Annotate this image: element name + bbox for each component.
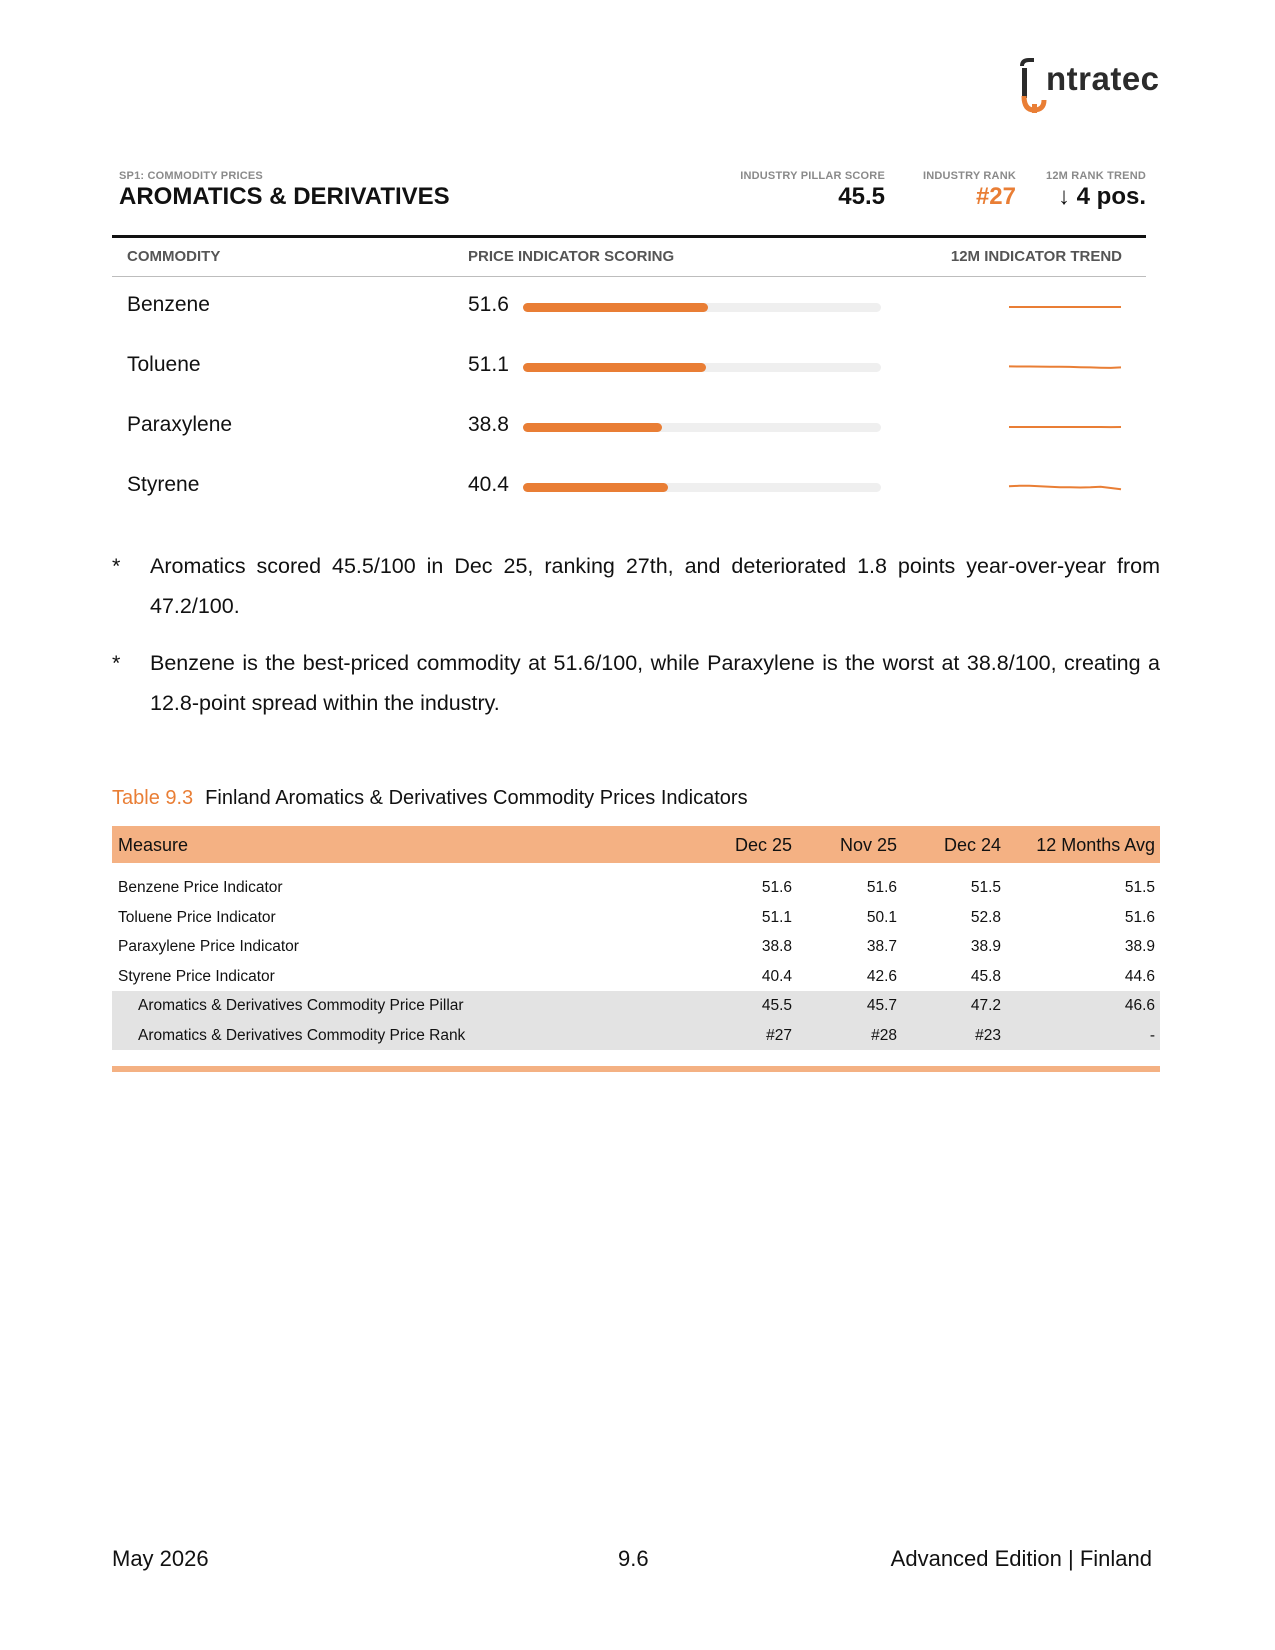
col-header-scoring: PRICE INDICATOR SCORING [468,248,675,265]
section-label: SP1: COMMODITY PRICES [119,170,263,182]
cell-dec24: 52.8 [970,908,1001,926]
table-row [112,962,1160,992]
pillar-score-value: 45.5 [838,183,885,210]
score-bar-fill [523,423,662,432]
cell-12m-avg: 51.6 [1124,908,1155,926]
cell-dec25: 45.5 [761,997,792,1014]
cell-nov25: 50.1 [866,908,897,926]
commodity-row [112,287,1146,327]
cell-dec24: #23 [975,1026,1001,1044]
table-row [112,873,1160,903]
cell-12m-avg: 44.6 [1124,967,1155,985]
commodity-score: 40.4 [468,473,509,496]
cell-dec24: 47.2 [970,997,1001,1014]
indicators-table [112,826,1160,1050]
cell-nov25: 38.7 [866,938,897,955]
commodity-name: Toluene [127,353,201,376]
score-bar-track [523,363,881,372]
bullet-marker: * [112,554,121,578]
cell-nov25: 42.6 [866,967,897,985]
cell-nov25: #28 [871,1026,897,1044]
cell-dec25: 51.6 [761,879,792,896]
row-measure: Aromatics & Derivatives Commodity Price Rank [138,1026,466,1044]
commodity-score: 51.1 [468,353,509,376]
industry-rank-value: #27 [975,183,1016,210]
table-header-row [112,826,1160,863]
footer-edition: Advanced Edition | Finland [890,1546,1152,1571]
row-measure: Aromatics & Derivatives Commodity Price Pillar [138,997,464,1014]
row-measure: Paraxylene Price Indicator [118,938,299,955]
brand-name: ntratec [1046,60,1160,97]
pillar-score-label: INDUSTRY PILLAR SCORE [740,170,885,182]
cell-dec25: 51.1 [761,908,792,926]
rank-trend-value: ↓ 4 pos. [1057,183,1146,210]
column-header-divider [112,276,1146,277]
score-bar-fill [523,303,708,312]
table-header-measure: Measure [118,835,189,855]
cell-dec24: 45.8 [970,967,1001,985]
cell-dec25: #27 [766,1026,792,1044]
score-bar-track [523,303,881,312]
score-bar-fill [523,363,706,372]
trend-line [1009,366,1121,368]
table-header-12m-avg: 12 Months Avg [1036,835,1155,855]
page-title: AROMATICS & DERIVATIVES [119,183,450,210]
cell-12m-avg: 46.6 [1124,997,1155,1014]
cell-dec25: 40.4 [761,967,792,985]
row-measure: Benzene Price Indicator [118,879,283,896]
col-header-trend: 12M INDICATOR TREND [950,248,1122,265]
commodity-name: Paraxylene [127,413,233,436]
cell-12m-avg: 38.9 [1124,938,1155,955]
trend-sparkline [1009,353,1121,381]
commodity-row [112,347,1146,387]
footer-date: May 2026 [112,1546,209,1571]
commodity-row [112,407,1146,447]
row-measure: Toluene Price Indicator [118,908,276,926]
table-caption [112,787,748,810]
trend-sparkline [1009,293,1121,321]
cell-nov25: 51.6 [866,879,897,896]
rank-trend-label: 12M RANK TREND [1046,170,1146,182]
commodity-row [112,467,1146,507]
industry-rank-label: INDUSTRY RANK [922,170,1016,182]
cell-dec24: 51.5 [970,879,1001,896]
score-bar-fill [523,483,668,492]
header-divider [112,235,1146,238]
bullet-text: Aromatics scored 45.5/100 in Dec 25, ranking 27th, and deteriorated 1.8 points year-over-year from 47.2/100. [150,554,1160,618]
table-row-rank [112,1021,1160,1051]
bullet-marker: * [112,651,121,675]
col-header-commodity: COMMODITY [127,248,221,265]
commodity-score: 51.6 [468,293,509,316]
trend-line [1009,486,1121,490]
score-bar-track [523,423,881,432]
bullet-text: Benzene is the best-priced commodity at 51.6/100, while Paraxylene is the worst at 38.8/100, creating a 12.8-point spread within the industry. [150,651,1160,715]
score-bar-track [523,483,881,492]
table-title: Finland Aromatics & Derivatives Commodity Prices Indicators [205,787,748,809]
cell-dec25: 38.8 [761,938,792,955]
trend-sparkline [1009,473,1121,501]
table-row-pillar [112,991,1160,1021]
cell-12m-avg: 51.5 [1124,879,1155,896]
intratec-logo [1020,58,1170,114]
commodity-name: Styrene [127,473,200,496]
table-row [112,932,1160,962]
summary-bullet [112,643,1160,723]
table-header-nov25: Nov 25 [839,835,897,855]
summary-bullet [112,546,1160,626]
cell-12m-avg: - [1149,1026,1155,1044]
cell-nov25: 45.7 [866,997,897,1014]
trend-sparkline [1009,413,1121,441]
table-number: Table 9.3 [112,787,194,809]
commodity-score: 38.8 [468,413,509,436]
table-row [112,903,1160,933]
row-measure: Styrene Price Indicator [118,967,275,985]
cell-dec24: 38.9 [970,938,1001,955]
commodity-name: Benzene [127,293,210,316]
footer-page-number: 9.6 [618,1546,649,1571]
table-header-dec24: Dec 24 [943,835,1001,855]
table-bottom-rule [112,1066,1160,1072]
table-header-dec25: Dec 25 [734,835,792,855]
